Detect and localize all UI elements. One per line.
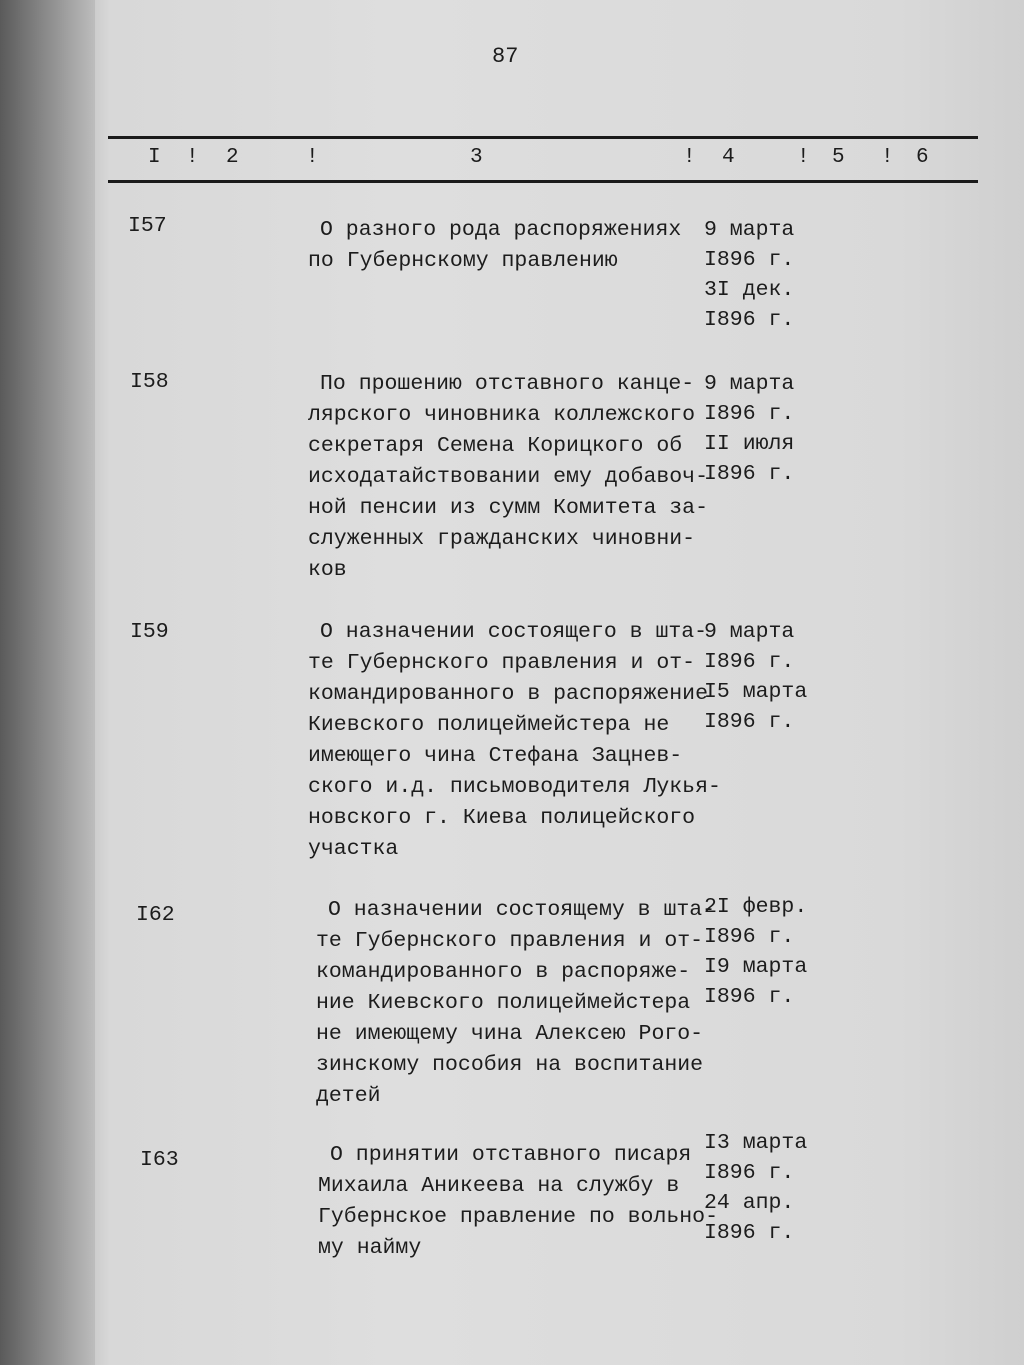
entry-description-line: О принятии отставного писаря	[330, 1143, 692, 1167]
entry-date: I896 г.	[704, 1161, 795, 1185]
header-top-rule	[108, 136, 978, 139]
column-separator: !	[797, 146, 810, 169]
column-header: 3	[470, 146, 483, 169]
column-header: 2	[226, 146, 239, 169]
entry-description-line: зинскому пособия на воспитание	[316, 1053, 704, 1077]
entry-number: I59	[130, 620, 169, 644]
entry-description-line: командированного в распоряже-	[316, 960, 691, 984]
entry-number: I63	[140, 1148, 179, 1172]
entry-description-line: Киевского полицеймейстера не	[308, 713, 670, 737]
header-bottom-rule	[108, 180, 978, 183]
entry-date: 9 марта	[704, 218, 795, 242]
column-header: I	[148, 146, 161, 169]
entry-date: I896 г.	[704, 925, 795, 949]
column-header: 6	[916, 146, 929, 169]
column-separator: !	[186, 146, 199, 169]
entry-number: I58	[130, 370, 169, 394]
entry-date: 9 марта	[704, 620, 795, 644]
entry-description-line: лярского чиновника коллежского	[308, 403, 696, 427]
entry-date: I896 г.	[704, 985, 795, 1009]
entry-description-line: участка	[308, 837, 399, 861]
column-separator: !	[683, 146, 696, 169]
entry-date: 2I февр.	[704, 895, 808, 919]
entry-description-line: О назначении состоящего в шта-	[320, 620, 708, 644]
entry-description-line: по Губернскому правлению	[308, 249, 618, 273]
entry-description-line: Михаила Аникеева на службу в	[318, 1174, 680, 1198]
entry-description-line: исходатайствовании ему добавоч-	[308, 465, 708, 489]
entry-description-line: имеющего чина Стефана Зацнев-	[308, 744, 683, 768]
entry-date: I896 г.	[704, 710, 795, 734]
entry-date: 3I дек.	[704, 278, 795, 302]
column-header: 5	[832, 146, 845, 169]
entry-description-line: му найму	[318, 1236, 422, 1260]
entry-date: 9 марта	[704, 372, 795, 396]
entry-date: I9 марта	[704, 955, 808, 979]
entry-description-line: новского г. Киева полицейского	[308, 806, 696, 830]
entry-number: I62	[136, 903, 175, 927]
entry-date: I896 г.	[704, 308, 795, 332]
entry-description-line: ние Киевского полицеймейстера	[316, 991, 691, 1015]
entry-date: 24 апр.	[704, 1191, 795, 1215]
entry-description-line: О разного рода распоряжениях	[320, 218, 682, 242]
entry-description-line: ков	[308, 558, 347, 582]
entry-date: I896 г.	[704, 462, 795, 486]
column-separator: !	[881, 146, 894, 169]
entry-date: I896 г.	[704, 650, 795, 674]
entry-date: II июля	[704, 432, 795, 456]
entry-description-line: не имеющему чина Алексею Рого-	[316, 1022, 704, 1046]
entry-date: I896 г.	[704, 402, 795, 426]
entry-number: I57	[128, 214, 167, 238]
entry-date: I896 г.	[704, 1221, 795, 1245]
entry-date: I5 марта	[704, 680, 808, 704]
entry-description-line: те Губернского правления и от-	[308, 651, 696, 675]
entry-date: I3 марта	[704, 1131, 808, 1155]
entry-description-line: служенных гражданских чиновни-	[308, 527, 696, 551]
column-header: 4	[722, 146, 735, 169]
entry-date: I896 г.	[704, 248, 795, 272]
entry-description-line: секретаря Семена Корицкого об	[308, 434, 683, 458]
page-number: 87	[492, 44, 519, 69]
entry-description-line: Губернское правление по вольно-	[318, 1205, 718, 1229]
entry-description-line: детей	[316, 1084, 381, 1108]
entry-description-line: те Губернского правления и от-	[316, 929, 704, 953]
entry-description-line: ной пенсии из сумм Комитета за-	[308, 496, 708, 520]
entry-description-line: ского и.д. письмоводителя Лукья-	[308, 775, 721, 799]
column-separator: !	[306, 146, 319, 169]
entry-description-line: О назначении состоящему в шта-	[328, 898, 716, 922]
book-spine-shadow	[0, 0, 95, 1365]
entry-description-line: командированного в распоряжение	[308, 682, 708, 706]
entry-description-line: По прошению отставного канце-	[320, 372, 695, 396]
